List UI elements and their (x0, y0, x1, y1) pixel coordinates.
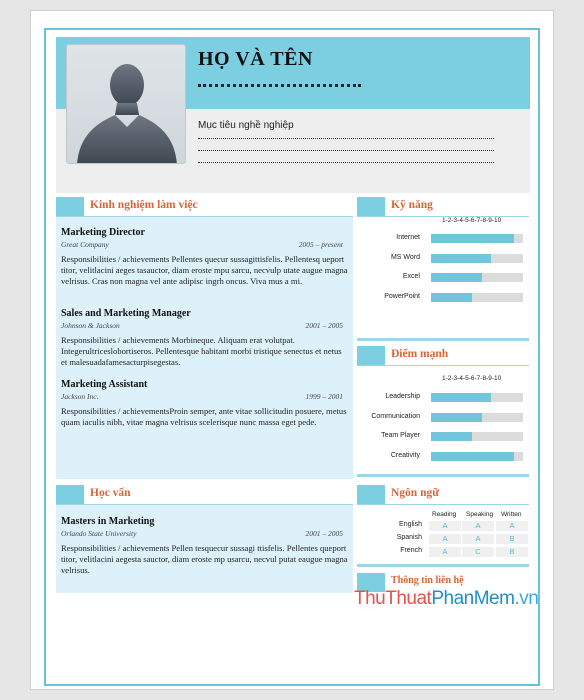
language-level-cell[interactable]: A (429, 534, 461, 544)
skill-bar-track[interactable] (431, 273, 523, 282)
watermark-part: Thu (354, 588, 386, 609)
job-dates[interactable]: 1999 – 2001 (305, 392, 343, 401)
language-level-cell[interactable]: A (496, 521, 528, 531)
language-name: English (399, 521, 422, 528)
skill-bar-track[interactable] (431, 234, 523, 243)
strength-bar-track[interactable] (431, 413, 523, 422)
strength-bar-track[interactable] (431, 393, 523, 402)
skill-bar-fill (431, 234, 514, 243)
job-title[interactable]: Marketing Assistant (61, 379, 148, 390)
education-title: Học vấn (90, 487, 131, 499)
skill-bar-fill (431, 254, 491, 263)
strength-label: Communication (371, 412, 420, 420)
career-goal-label[interactable]: Mục tiêu nghề nghiệp (198, 120, 294, 131)
strength-bar-fill (431, 413, 482, 422)
strength-bar-fill (431, 393, 491, 402)
education-dates[interactable]: 2001 – 2005 (305, 529, 343, 538)
language-level-cell[interactable]: C (462, 547, 494, 557)
full-name[interactable]: HỌ VÀ TÊN (198, 48, 313, 70)
goal-line[interactable] (198, 138, 494, 139)
name-underline (198, 84, 361, 87)
lang-header-speaking: Speaking (466, 511, 494, 518)
strength-bar-track[interactable] (431, 452, 523, 461)
job-company[interactable]: Johnson & Jackson (61, 321, 120, 330)
language-level-cell[interactable]: A (429, 547, 461, 557)
experience-title: Kinh nghiệm làm việc (90, 199, 198, 211)
job-company[interactable]: Great Company (61, 240, 109, 249)
skills-header (357, 197, 529, 217)
job-dates[interactable]: 2005 – present (298, 240, 343, 249)
strength-bar-fill (431, 452, 514, 461)
lang-header-written: Written (501, 511, 522, 518)
languages-title: Ngôn ngữ (391, 487, 440, 499)
skill-bar-track[interactable] (431, 293, 523, 302)
skills-scale: 1-2-3-4-5-6-7-8-9-10 (442, 217, 502, 224)
strength-label: Team Player (381, 432, 420, 439)
watermark-logo (354, 588, 538, 610)
language-level-cell[interactable]: A (462, 534, 494, 544)
degree-title[interactable]: Masters in Marketing (61, 516, 155, 527)
language-name: Spanish (396, 534, 422, 541)
language-level-cell[interactable]: A (462, 521, 494, 531)
star-icon (357, 346, 385, 365)
tools-icon (357, 197, 385, 216)
strengths-scale: 1-2-3-4-5-6-7-8-9-10 (442, 375, 502, 382)
job-description[interactable]: Responsibilities / achievements Morbineque. Aliquam erat volutpat. Integerultriceslobortiseros. Pellentesque habitant morbi tristique senectus et netus et malesuadafamesacturpisegestas. (61, 335, 342, 367)
skill-bar-track[interactable] (431, 254, 523, 263)
globe-icon (357, 485, 385, 504)
job-title[interactable]: Sales and Marketing Manager (61, 308, 191, 319)
job-title[interactable]: Marketing Director (61, 227, 145, 238)
job-description[interactable]: Responsibilities / achievements Pellentes quecur sussagittisfelis. Pellentesq ueport titor, velitlacini aeges tasauctor, diam eroste mpu sarcu, necvulp utate augue magna velrisus. Cras non magna vel ante adipisc ingrh oncus. Viva mus a mi. (61, 254, 348, 286)
skill-label: PowerPoint (384, 292, 420, 300)
goal-line[interactable] (198, 162, 494, 163)
language-level-cell[interactable]: B (496, 534, 528, 544)
watermark-part: .vn (514, 588, 539, 609)
job-description[interactable]: Responsibilities / achievementsProin semper, ante vitae sollicitudin posuere, metus quam iaculis nibh, vitae magna velrisus scelerisque nunc massa eget pede. (61, 406, 347, 427)
skill-bar-fill (431, 293, 472, 302)
contact-title: Thông tin liên hệ (391, 575, 464, 586)
goal-line[interactable] (198, 150, 494, 151)
education-description[interactable]: Responsibilities / achievements Pellen tesquecur sussagi ttisfelis. Pellentes queport titor, velitlacini aegesta sauctor, diam eroste mp usarcu, necvul putat eaugue magna velrisus. (61, 543, 348, 575)
language-level-cell[interactable]: B (496, 547, 528, 557)
school-name[interactable]: Orlando State University (61, 529, 137, 538)
graduation-cap-icon (56, 485, 84, 504)
education-header (56, 485, 353, 505)
profile-photo[interactable] (66, 44, 186, 164)
job-company[interactable]: Jackson Inc. (61, 392, 99, 401)
strength-label: Leadership (385, 393, 420, 400)
skill-bar-fill (431, 273, 482, 282)
skill-label: Internet (396, 234, 420, 241)
strength-label: Creativity (390, 451, 420, 459)
briefcase-icon (56, 197, 84, 216)
language-name: French (400, 547, 422, 554)
strength-bar-fill (431, 432, 472, 441)
skill-label: Excel (402, 273, 420, 280)
person-silhouette-icon (67, 45, 186, 164)
strengths-title: Điểm mạnh (391, 348, 449, 360)
lang-header-reading: Reading (432, 511, 457, 518)
skills-title: Kỹ năng (391, 199, 433, 211)
job-dates[interactable]: 2001 – 2005 (305, 321, 343, 330)
watermark-part: PhanMem (431, 588, 515, 609)
skill-label: MS Word (390, 253, 420, 261)
languages-header (357, 485, 529, 505)
strength-bar-track[interactable] (431, 432, 523, 441)
language-level-cell[interactable]: A (429, 521, 461, 531)
experience-header (56, 197, 353, 217)
watermark-part: Thuat (385, 588, 432, 609)
strengths-header (357, 346, 529, 366)
